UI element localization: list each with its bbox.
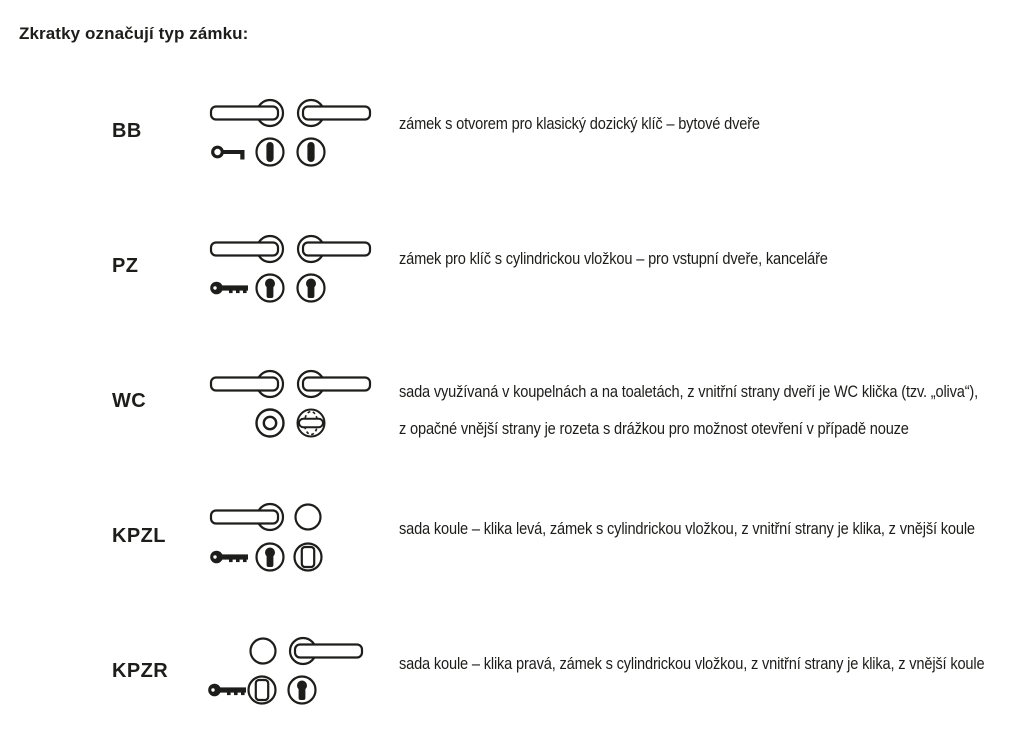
blind-rosette-icon (249, 677, 276, 704)
description-line: sada koule – klika pravá, zámek s cylindrickou vložkou, z vnitřní strany je klika, z vnější koule (399, 654, 985, 673)
lock-code-label-wc: WC (112, 390, 147, 412)
cylinder-key-icon (208, 684, 246, 697)
pz-cylinder-rosette-icon (298, 275, 325, 302)
lock-icon-set-kpzl (196, 499, 381, 579)
description-line: sada koule – klika levá, zámek s cylindrickou vložkou, z vnitřní strany je klika, z vnější koule (399, 519, 975, 538)
description-line: z opačné vnější strany je rozeta s drážkou pro možnost otevření v případě nouze (399, 419, 909, 438)
pz-cylinder-rosette-icon (257, 275, 284, 302)
cylinder-key-icon (210, 282, 248, 295)
bb-keyhole-rosette-icon (257, 139, 284, 166)
description-line: zámek pro klíč s cylindrickou vložkou – pro vstupní dveře, kanceláře (399, 249, 828, 268)
lock-description-kpzl (399, 517, 975, 540)
lock-code-label-kpzr: KPZR (112, 660, 169, 682)
lock-code-label-kpzl: KPZL (112, 525, 166, 547)
lock-description-pz (399, 247, 828, 270)
door-knob-icon (251, 639, 276, 664)
groove-rosette-icon (257, 410, 284, 437)
lever-handle-right-icon (290, 638, 362, 664)
classic-key-icon (213, 147, 245, 159)
lock-code-label-bb: BB (112, 120, 142, 142)
lock-code-label-pz: PZ (112, 255, 139, 277)
lock-description-wc (399, 373, 978, 447)
lever-handle-right-icon (298, 100, 370, 126)
wc-oliva-turn-icon (298, 410, 325, 437)
lock-icon-set-bb (196, 95, 381, 175)
cylinder-key-icon (210, 551, 248, 564)
blind-rosette-icon (295, 544, 322, 571)
lever-handle-right-icon (298, 371, 370, 397)
lock-description-kpzr (399, 652, 984, 675)
lock-icon-set-wc (196, 366, 381, 446)
door-knob-icon (296, 505, 321, 530)
lever-handle-left-icon (211, 371, 283, 397)
page-title: Zkratky označují typ zámku: (19, 24, 249, 43)
description-line: zámek s otvorem pro klasický dozický klíč – bytové dveře (399, 114, 760, 133)
lock-icon-set-pz (196, 231, 381, 311)
pz-cylinder-rosette-icon (289, 677, 316, 704)
lever-handle-left-icon (211, 100, 283, 126)
description-line: sada využívaná v koupelnách a na toaletách, z vnitřní strany dveří je WC klička (tzv. „oliva“), (399, 382, 979, 401)
lever-handle-right-icon (298, 236, 370, 262)
lever-handle-left-icon (211, 504, 283, 530)
pz-cylinder-rosette-icon (257, 544, 284, 571)
lock-icon-set-kpzr (196, 633, 381, 713)
lock-description-bb (399, 112, 760, 135)
bb-keyhole-rosette-icon (298, 139, 325, 166)
lever-handle-left-icon (211, 236, 283, 262)
